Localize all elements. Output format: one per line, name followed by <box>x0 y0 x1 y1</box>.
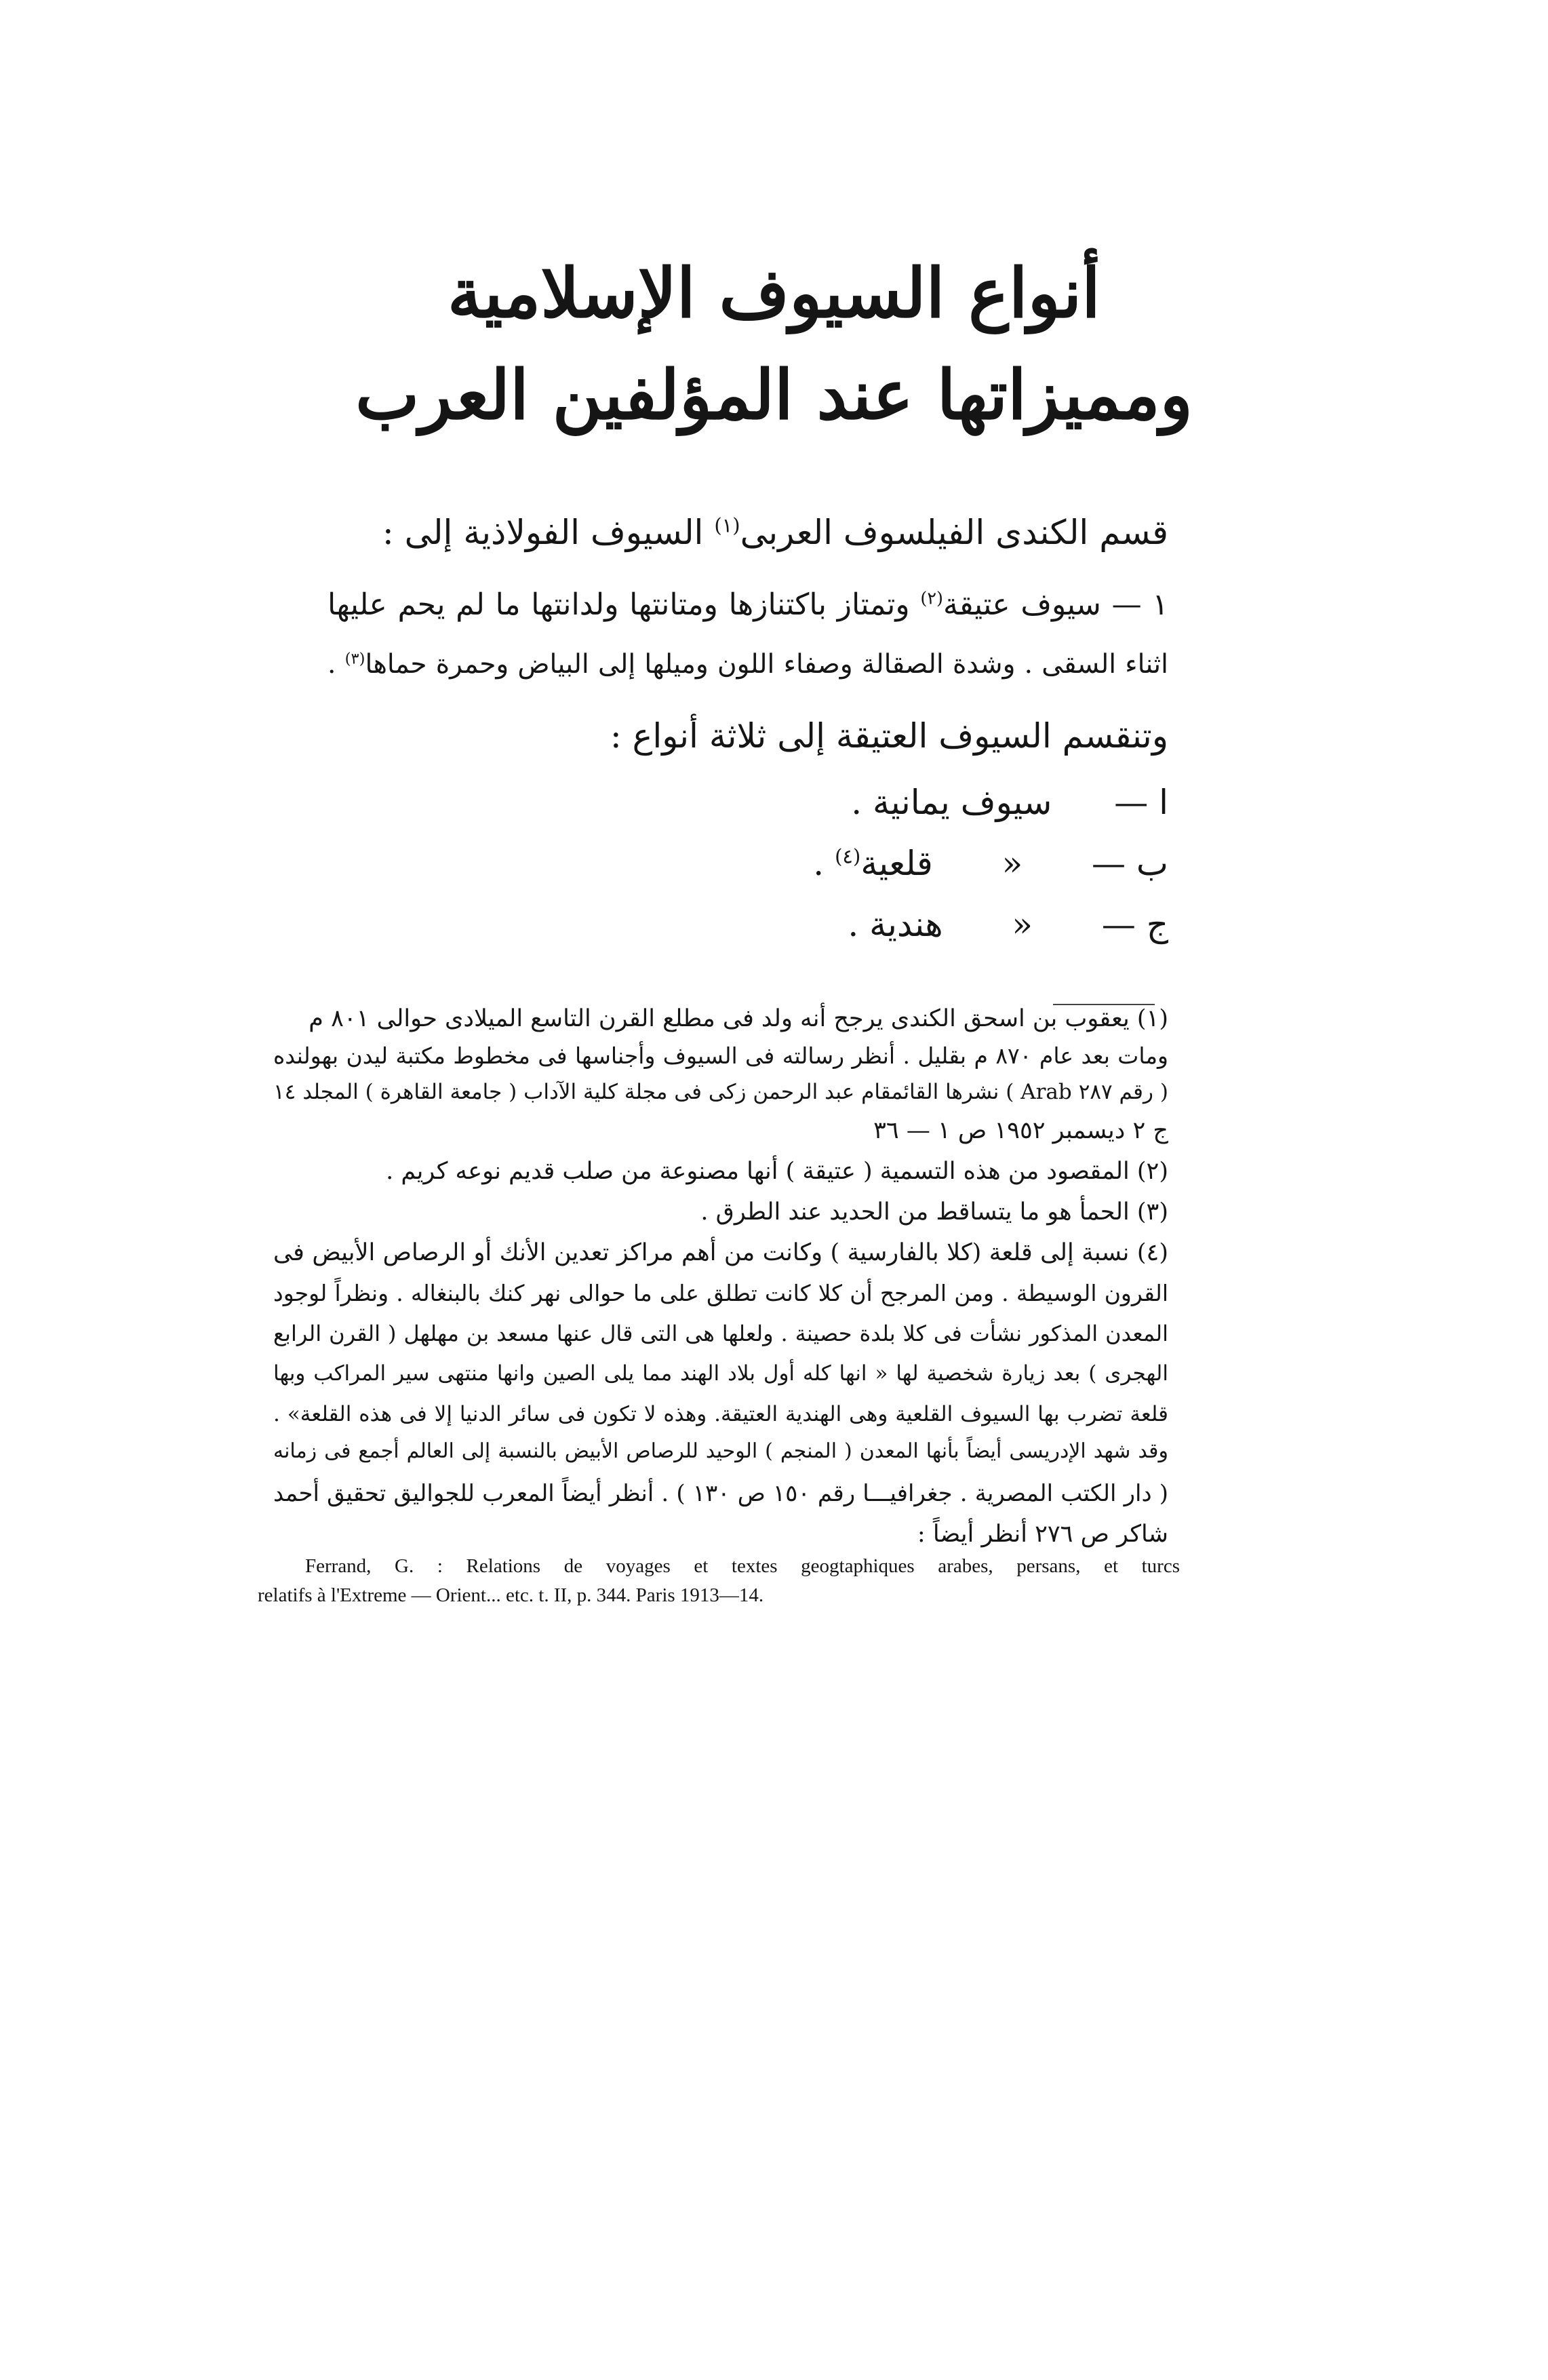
type-b-ditto: « <box>1001 844 1023 883</box>
type-b-line <box>328 844 1168 883</box>
footnote-4-line-6: وقد شهد الإدريسى أيضاً بأنها المعدن ( المنجم ) الوحيد للرصاص الأبيض بالنسبة إلى العالم أجمع فى زمانه <box>273 1439 1168 1463</box>
intro-paragraph <box>328 513 1168 552</box>
type-c-line <box>328 905 1168 944</box>
footnote-ref-1: (١) <box>714 513 740 537</box>
item-1-line-2 <box>328 651 1168 678</box>
type-b-text: قلعية <box>860 844 933 883</box>
footnote-4-line-5: قلعة تضرب بها السيوف القلعية وهى الهندية العتيقة. وهذه لا تكون فى سائر الدنيا إلا فى هذه القلعة» . <box>273 1402 1168 1426</box>
intro-text: قسم الكندى الفيلسوف العربى <box>740 513 1168 552</box>
footnote-4-line-7: ( دار الكتب المصرية . جغرافيـــا رقم ١٥٠ ص ١٣٠ ) . أنظر أيضاً المعرب للجواليق تحقيق أحمد <box>273 1480 1168 1507</box>
reference-latin-line-2: relatifs à l'Extreme — Orient... etc. t. II, p. 344. Paris 1913—14. <box>258 1584 764 1606</box>
footnote-1-line-2: ومات بعد عام ٨٧٠ م بقليل . أنظر رسالته فى السيوف وأجناسها فى مخطوط مكتبة ليدن بهولنده <box>273 1042 1168 1069</box>
item-1-text <box>328 587 1101 622</box>
footnote-4-line-4: الهجرى ) بعد زيارة شخصية لها « انها كله أول بلاد الهند مما يلى الصين وانها منتهى سير المراكب وبها <box>273 1361 1168 1386</box>
footnote-4-line-1: (٤) نسبة إلى قلعة (كلا بالفارسية ) وكانت من أهم مراكز تعدين الأنك أو الرصاص الأبيض فى <box>273 1239 1168 1266</box>
type-c-ditto: « <box>1012 905 1033 944</box>
type-a-text: سيوف يمانية . <box>851 783 1052 822</box>
footnote-1-line-4: ج ٢ ديسمبر ١٩٥٢ ص ١ — ٣٦ <box>873 1117 1168 1144</box>
type-a-line <box>328 783 1168 822</box>
item-1-line-1 <box>328 587 1168 622</box>
item-1-number: ١ — <box>1111 587 1168 622</box>
footnote-4-line-2: القرون الوسيطة . ومن المرجح أن كلا كانت تطلق على ما حوالى نهر كنك بالبنغاله . ونظراً لوجود <box>273 1280 1168 1306</box>
item-1-term: سيوف عتيقة <box>943 587 1101 622</box>
footnote-2: (٢) المقصود من هذه التسمية ( عتيقة ) أنها مصنوعة من صلب قديم نوعه كريم . <box>386 1158 1168 1185</box>
title-line-1: أنواع السيوف الإسلامية <box>448 253 1100 333</box>
footnote-ref-2: (٢) <box>920 588 944 609</box>
footnote-4-line-8: شاكر ص ٢٧٦ أنظر أيضاً : <box>917 1521 1168 1548</box>
title-line-2: ومميزاتها عند المؤلفين العرب <box>355 355 1193 435</box>
division-line: وتنقسم السيوف العتيقة إلى ثلاثة أنواع : <box>610 716 1168 756</box>
intro-text-end: السيوف الفولاذية إلى : <box>382 513 715 552</box>
footnote-1-line-1: (١) يعقوب بن اسحق الكندى يرجح أنه ولد فى مطلع القرن التاسع الميلادى حوالى ٨٠١ م <box>309 1005 1168 1032</box>
footnote-1-line-3: ( رقم ٢٨٧ Arab ) نشرها القائمقام عبد الرحمن زكى فى مجلة كلية الآداب ( جامعة القاهرة ) المجلد ١٤ <box>273 1080 1168 1104</box>
footnote-4-line-3: المعدن المذكور نشأت فى كلا بلدة حصينة . ولعلها هى التى قال عنها مسعد بن مهلهل ( القرن الرابع <box>273 1321 1168 1346</box>
item-1-continuation <box>328 649 1168 680</box>
item-1-description: وتمتاز باكتنازها ومتانتها ولدانتها ما لم يحم عليها <box>328 587 921 622</box>
type-c-text: هندية . <box>848 905 943 944</box>
footnote-ref-3: (٣) <box>344 650 365 668</box>
item-1-continuation-text: اثناء السقى . وشدة الصقالة وصفاء اللون وميلها إلى البياض وحمرة حماها <box>365 649 1168 680</box>
item-1-period: . <box>328 649 345 680</box>
footnote-ref-4: (٤) <box>835 844 861 868</box>
type-a-letter: ا — <box>1114 783 1168 822</box>
reference-latin-line-1: Ferrand, G. : Relations de voyages et textes geogtaphiques arabes, persans, et turcs <box>305 1555 1180 1577</box>
type-b-letter: ب — <box>1092 844 1168 883</box>
type-c-letter: ج — <box>1101 905 1168 944</box>
footnote-3: (٣) الحمأ هو ما يتساقط من الحديد عند الطرق . <box>700 1198 1168 1226</box>
type-b-period: . <box>813 844 835 883</box>
